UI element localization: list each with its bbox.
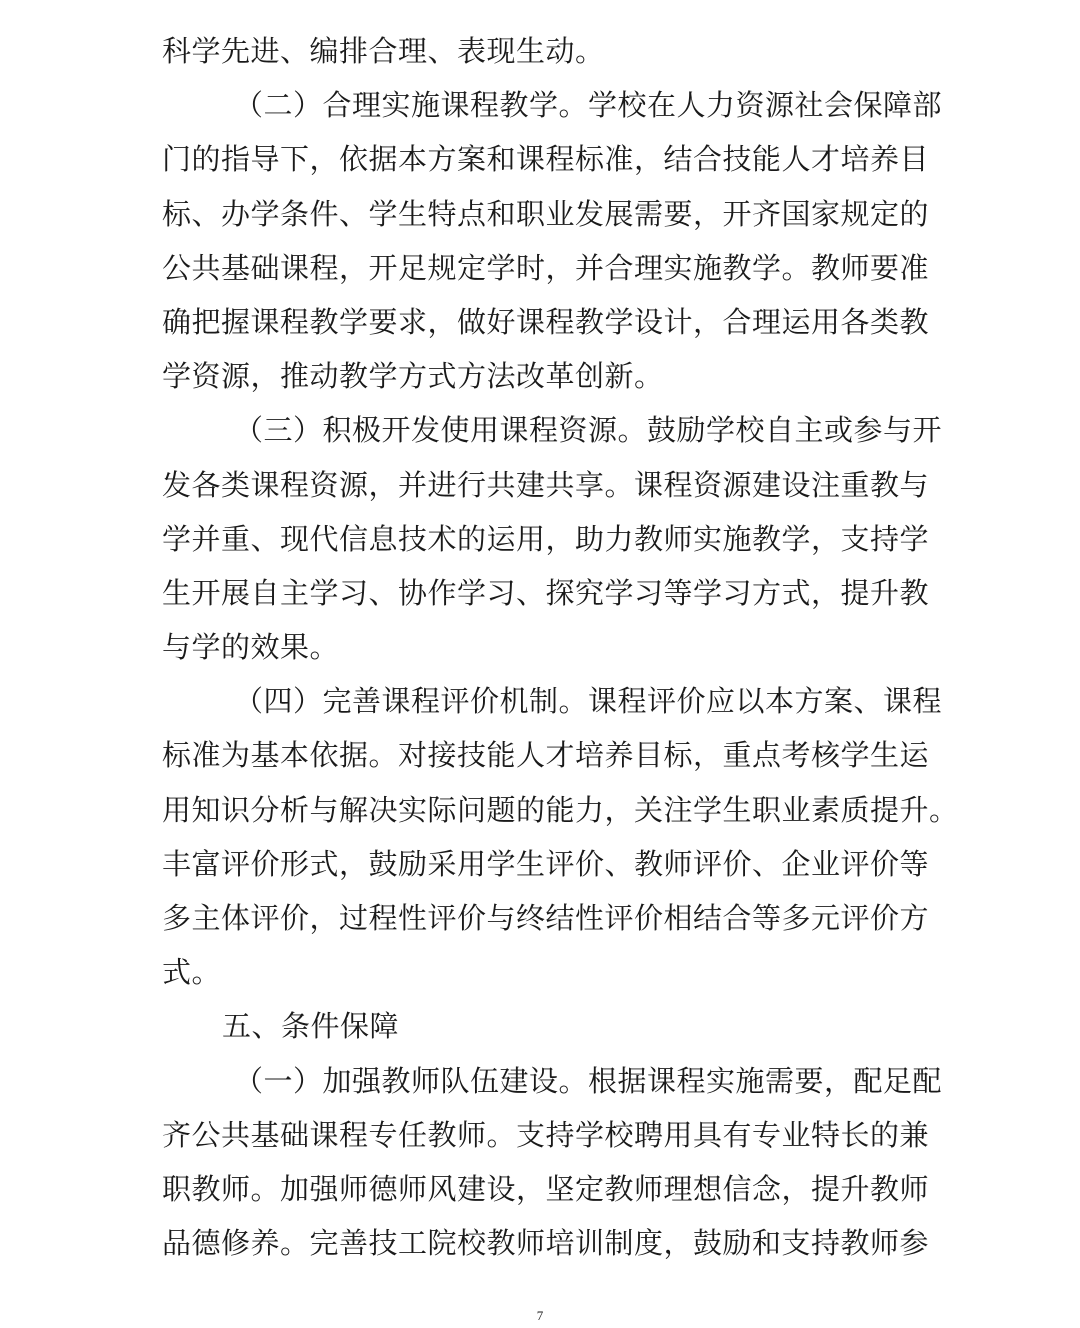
- text-line: 标准为基本依据。对接技能人才培养目标，重点考核学生运: [162, 738, 930, 773]
- text-line: 与学的效果。: [162, 630, 340, 665]
- text-line: 品德修养。完善技工院校教师培训制度，鼓励和支持教师参: [162, 1226, 930, 1261]
- paragraph-heading-line: （三）积极开发使用课程资源。鼓励学校自主或参与开: [234, 413, 943, 448]
- paragraph-heading-line: （二）合理实施课程教学。学校在人力资源社会保障部: [234, 88, 943, 123]
- text-line: 职教师。加强师德师风建设，坚定教师理想信念，提升教师: [162, 1171, 930, 1206]
- document-body: [162, 24, 959, 1270]
- text-line: 科学先进、编排合理、表现生动。: [162, 34, 605, 68]
- paragraph-heading-line: （一）加强教师队伍建设。根据课程实施需要，配足配: [234, 1063, 943, 1098]
- text-line: 确把握课程教学要求，做好课程教学设计，合理运用各类教: [162, 304, 930, 339]
- text-line: 公共基础课程，开足规定学时，并合理实施教学。教师要准: [162, 250, 930, 285]
- paragraph-heading-line: （四）完善课程评价机制。课程评价应以本方案、课程: [234, 684, 943, 719]
- text-line: 门的指导下，依据本方案和课程标准，结合技能人才培养目: [162, 142, 930, 177]
- text-line: 学并重、现代信息技术的运用，助力教师实施教学，支持学: [162, 521, 930, 556]
- text-line: 齐公共基础课程专任教师。支持学校聘用具有专业特长的兼: [162, 1117, 930, 1152]
- page-number: 7: [536, 1308, 544, 1323]
- text-line: 生开展自主学习、协作学习、探究学习等学习方式，提升教: [162, 575, 930, 610]
- text-line: 学资源，推动教学方式方法改革创新。: [162, 359, 664, 394]
- text-line: 式。: [162, 955, 222, 990]
- section-heading: 五、条件保障: [222, 1009, 400, 1044]
- text-line: 标、办学条件、学生特点和职业发展需要，开齐国家规定的: [162, 196, 930, 231]
- text-line: 多主体评价，过程性评价与终结性评价相结合等多元评价方: [162, 901, 930, 935]
- text-line: 发各类课程资源，并进行共建共享。课程资源建设注重教与: [162, 467, 930, 502]
- text-line: 丰富评价形式，鼓励采用学生评价、教师评价、企业评价等: [162, 846, 930, 881]
- text-line: 用知识分析与解决实际问题的能力，关注学生职业素质提升。: [162, 792, 959, 827]
